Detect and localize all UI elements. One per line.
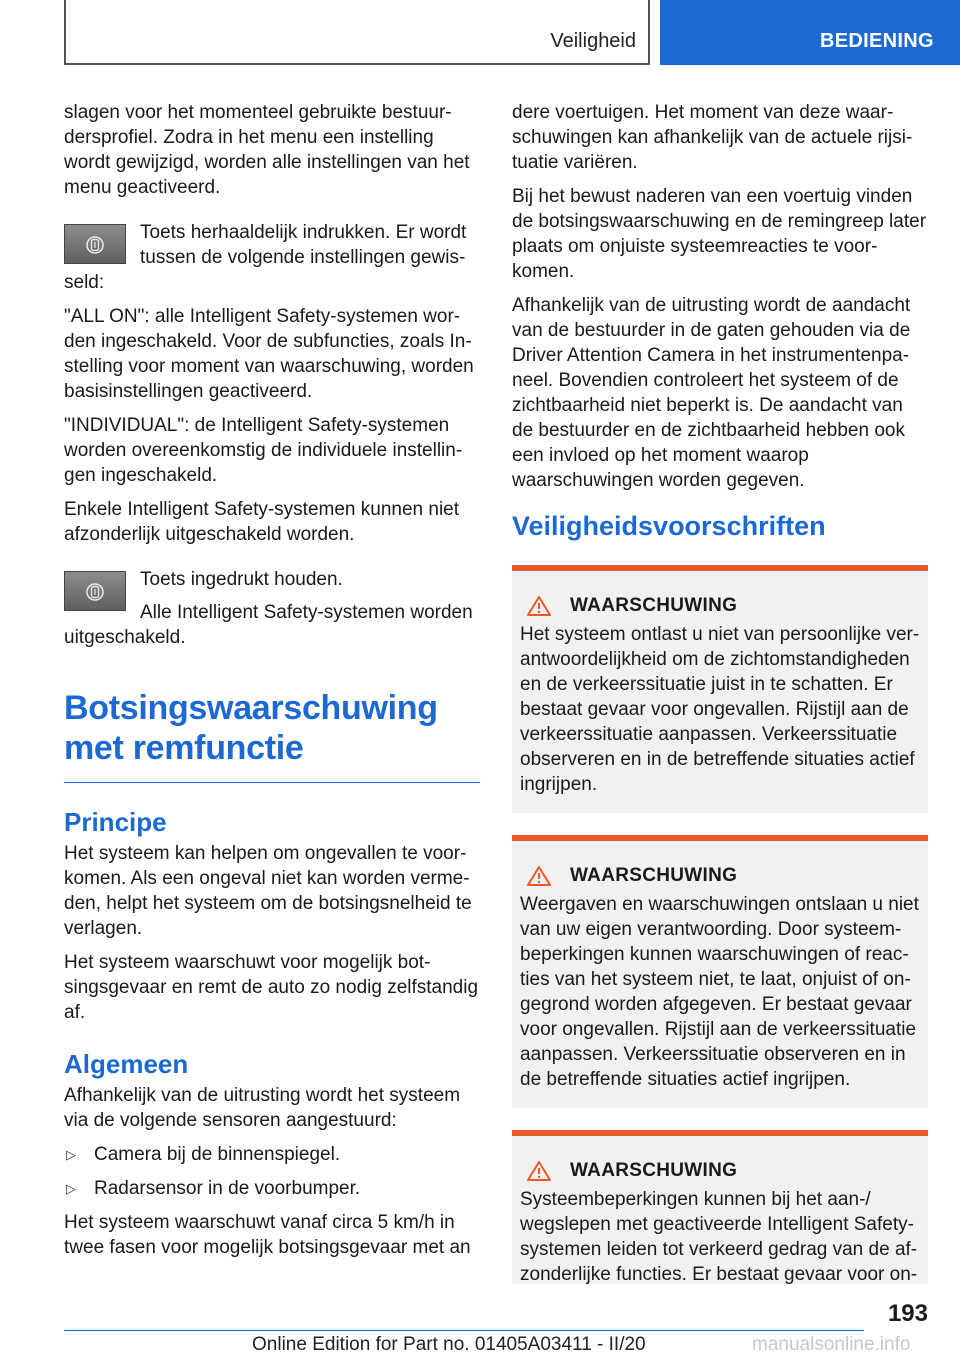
warning-triangle-icon xyxy=(526,595,552,617)
paragraph: Bij het bewust naderen van een voertuig vinden de botsingswaarschuwing en de remingreep later plaats om onjuiste systeemreacties te voorkomen. xyxy=(512,186,927,282)
warning-title: WAARSCHUWING xyxy=(570,1160,738,1181)
safety-button-icon xyxy=(64,571,126,611)
page-number: 193 xyxy=(887,1300,928,1327)
paragraph: Het systeem kan helpen om ongevallen te voorkomen. Als een ongeval niet kan worden vermeden, helpt het systeem om de botsingsnelheid te verlagen. xyxy=(64,843,472,939)
list-item: ▷ Radarsensor in de voorbumper. xyxy=(66,1178,361,1199)
warning-title: WAARSCHUWING xyxy=(570,865,738,886)
key-instruction xyxy=(64,220,480,295)
warning-text: Systeembeperkingen kunnen bij het aan-/ wegslepen met geactiveerde Intelligent Safety-systemen leiden tot verkeerd gedrag van de afzonderlijke functies. Er bestaat gevaar voor on- xyxy=(520,1189,918,1284)
warning-text: Weergaven en waarschuwingen ontslaan u niet van uw eigen verantwoording. Door systeembeperkingen kunnen waarschuwingen of reacties van het systeem niet, te laat, onjuist of ongegrond worden afgegeven. Er bestaat gevaar voor ongevallen. Rijstijl aan de verkeerssituatie aanpassen. Verkeerssituatie observeren en in de betreffende situaties actief ingrijpen. xyxy=(520,894,919,1090)
paragraph: Het systeem waarschuwt voor mogelijk botsingsgevaar en remt de auto zo nodig zelfstandig af. xyxy=(64,952,479,1023)
triangle-bullet-icon: ▷ xyxy=(66,1181,76,1196)
edition-text: Online Edition for Part no. 01405A03411 - II/20 xyxy=(252,1334,646,1355)
paragraph: Het systeem waarschuwt vanaf circa 5 km/h in twee fasen voor mogelijk botsingsgevaar met an xyxy=(64,1212,471,1258)
warning-text: Het systeem ontlast u niet van persoonlijke verantwoordelijkheid om de zichtomstandigheden en de verkeerssituatie juist in te schatten. Er bestaat gevaar voor ongevallen. Rijstijl aan de verkeerssituatie aanpassen. Verkeerssituatie observeren en in de betreffende situaties actief ingrijpen. xyxy=(520,624,920,795)
paragraph: "INDIVIDUAL": de Intelligent Safety-systemen worden overeenkomstig de individuele instellingen ingeschakeld. xyxy=(64,415,463,486)
left-column xyxy=(64,100,480,1269)
warning-box xyxy=(512,835,928,1108)
key-instruction-text: Alle Intelligent Safety-systemen worden uitgeschakeld. xyxy=(64,602,473,648)
paragraph: slagen voor het momenteel gebruikte bestuurdersprofiel. Zodra in het menu een instelling wordt gewijzigd, worden alle instellingen van het menu geactiveerd. xyxy=(64,102,470,198)
paragraph: Afhankelijk van de uitrusting wordt het systeem via de volgende sensoren aangestuurd: xyxy=(64,1085,461,1131)
chapter-tab: BEDIENING xyxy=(660,0,960,65)
paragraph: Afhankelijk van de uitrusting wordt de aandacht van de bestuurder in de gaten gehouden via de Driver Attention Camera in het instrumentenpaneel. Bovendien controleert het systeem of de zichtbaarheid niet beperkt is. De aandacht van de bestuurder en de zichtbaarheid hebben ook een invloed op het moment waarop waarschuwingen worden gegeven. xyxy=(512,295,911,491)
section-heading: Veiligheidsvoorschriften xyxy=(512,511,826,541)
warning-triangle-icon xyxy=(526,1160,552,1182)
section-title: Veiligheid xyxy=(550,30,636,52)
triangle-bullet-icon: ▷ xyxy=(66,1147,76,1162)
warning-box xyxy=(512,1130,928,1284)
header-box xyxy=(64,0,650,65)
warning-triangle-icon xyxy=(526,865,552,887)
paragraph: dere voertuigen. Het moment van deze waarschuwingen kan afhankelijk van de actuele rijsituatie variëren. xyxy=(512,102,913,173)
sensor-list xyxy=(64,1142,480,1201)
watermark-logo: manualsonline.info xyxy=(752,1334,911,1355)
right-column xyxy=(512,100,928,1284)
paragraph: Enkele Intelligent Safety-systemen kunnen niet afzonderlijk uitgeschakeld worden. xyxy=(64,499,460,545)
paragraph: "ALL ON": alle Intelligent Safety-systemen worden ingeschakeld. Voor de subfuncties, zoals Instelling voor moment van waarschuwing, worden basisinstellingen geactiveerd. xyxy=(64,306,474,402)
chapter-title: Botsingswaarschuwing met remfunctie xyxy=(64,688,480,783)
warning-box xyxy=(512,565,928,813)
key-instruction-text: Toets ingedrukt houden. xyxy=(140,569,343,590)
warning-title: WAARSCHUWING xyxy=(570,595,738,616)
footer-divider xyxy=(64,1330,864,1331)
key-instruction-text: Toets herhaaldelijk indrukken. Er wordt tussen de volgende instellingen gewisseld: xyxy=(64,222,467,293)
section-heading: Principe xyxy=(64,807,167,837)
section-heading: Algemeen xyxy=(64,1049,189,1079)
safety-button-icon xyxy=(64,224,126,264)
key-instruction xyxy=(64,567,480,650)
list-item: ▷ Camera bij de binnenspiegel. xyxy=(66,1144,341,1165)
